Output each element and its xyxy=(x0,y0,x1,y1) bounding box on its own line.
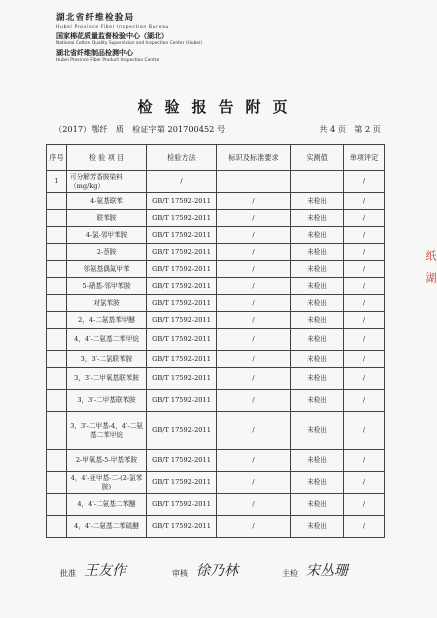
cell-no xyxy=(47,244,67,261)
cell-requirement: / xyxy=(217,412,291,450)
org-name-en: Hubei Province Fiber Inspection Bureau xyxy=(56,24,169,30)
cell-value: 未检出 xyxy=(291,227,344,244)
cell-requirement: / xyxy=(217,295,291,312)
signature-footer xyxy=(0,560,437,592)
cell-requirement: / xyxy=(217,351,291,368)
table-row xyxy=(47,193,385,210)
cell-method: GB/T 17592-2011 xyxy=(147,193,217,210)
cell-item: 2-萘胺 xyxy=(67,244,147,261)
cell-method: GB/T 17592-2011 xyxy=(147,295,217,312)
cell-value: 未检出 xyxy=(291,261,344,278)
cell-value: 未检出 xyxy=(291,295,344,312)
cell-value: 未检出 xyxy=(291,390,344,412)
cell-method: GB/T 17592-2011 xyxy=(147,351,217,368)
cell-item: 联苯胺 xyxy=(67,210,147,227)
cell-judgement: / xyxy=(344,516,385,538)
cell-no xyxy=(47,210,67,227)
cell-requirement: / xyxy=(217,472,291,494)
cell-judgement: / xyxy=(344,278,385,295)
cell-value: 未检出 xyxy=(291,193,344,210)
cell-judgement: / xyxy=(344,351,385,368)
certificate-number: （2017）鄂纤 质 检证字第 201700452 号 xyxy=(54,124,226,134)
cell-method: GB/T 17592-2011 xyxy=(147,412,217,450)
cell-judgement: / xyxy=(344,329,385,351)
approve-signature: 王友作 xyxy=(84,563,126,579)
cell-value xyxy=(291,171,344,193)
cell-judgement: / xyxy=(344,412,385,450)
group-row xyxy=(47,171,385,193)
cell-item: 4，4′-二氨基二苯甲烷 xyxy=(67,329,147,351)
table-row xyxy=(47,494,385,516)
cell-method: GB/T 17592-2011 xyxy=(147,390,217,412)
cell-method: GB/T 17592-2011 xyxy=(147,278,217,295)
cell-method: GB/T 17592-2011 xyxy=(147,210,217,227)
center-name-en: National Cotton Quality Supervision and Inspection Center (Hubei) xyxy=(56,41,203,47)
cell-judgement: / xyxy=(344,494,385,516)
cell-item: 4，4′-亚甲基-二-(2-氯苯胺) xyxy=(67,472,147,494)
cell-item: 3，3′-二甲基联苯胺 xyxy=(67,390,147,412)
cell-method: GB/T 17592-2011 xyxy=(147,329,217,351)
cell-judgement: / xyxy=(344,472,385,494)
cell-item: 2，4-二氨基苯甲醚 xyxy=(67,312,147,329)
stamp-fragment xyxy=(423,250,437,283)
table-row xyxy=(47,516,385,538)
cell-judgement: / xyxy=(344,450,385,472)
cell-value: 未检出 xyxy=(291,312,344,329)
cell-no xyxy=(47,278,67,295)
cell-no xyxy=(47,390,67,412)
main-signature: 宋丛珊 xyxy=(306,563,348,579)
cell-requirement: / xyxy=(217,210,291,227)
review-label: 审核 xyxy=(172,569,188,578)
table-row xyxy=(47,278,385,295)
cell-value: 未检出 xyxy=(291,329,344,351)
review-signature: 徐乃林 xyxy=(196,563,238,579)
cell-item: 4，4′-二氨基二苯硫醚 xyxy=(67,516,147,538)
cell-requirement: / xyxy=(217,368,291,390)
cell-requirement: / xyxy=(217,390,291,412)
cell-method: GB/T 17592-2011 xyxy=(147,472,217,494)
cell-value: 未检出 xyxy=(291,244,344,261)
cell-no xyxy=(47,312,67,329)
cell-judgement: / xyxy=(344,261,385,278)
cell-no xyxy=(47,295,67,312)
table-row xyxy=(47,390,385,412)
cell-requirement: / xyxy=(217,261,291,278)
cell-requirement: / xyxy=(217,278,291,295)
header-value: 实测值 xyxy=(291,145,344,171)
cell-no xyxy=(47,261,67,278)
table-row xyxy=(47,312,385,329)
table-row xyxy=(47,261,385,278)
cell-requirement: / xyxy=(217,227,291,244)
header-method: 检验方法 xyxy=(147,145,217,171)
table-row xyxy=(47,450,385,472)
cell-value: 未检出 xyxy=(291,210,344,227)
table-row xyxy=(47,472,385,494)
cell-no xyxy=(47,329,67,351)
cell-item: 可分解芳香胺染料（mg/kg） xyxy=(67,171,147,193)
cell-no xyxy=(47,193,67,210)
letterhead xyxy=(56,14,202,63)
cell-no xyxy=(47,227,67,244)
cell-item: 4-氨基联苯 xyxy=(67,193,147,210)
cell-judgement: / xyxy=(344,368,385,390)
table-row xyxy=(47,412,385,450)
cell-item: 3，3′-二甲基-4，4′-二氨基二苯甲烷 xyxy=(67,412,147,450)
org-name-cn: 湖北省纤维检验局 xyxy=(56,13,135,23)
cell-method: GB/T 17592-2011 xyxy=(147,516,217,538)
cell-requirement: / xyxy=(217,329,291,351)
cell-item: 4，4′-二氨基二苯醚 xyxy=(67,494,147,516)
table-row xyxy=(47,244,385,261)
cell-method: / xyxy=(147,171,217,193)
approve-label: 批准 xyxy=(60,569,76,578)
cell-value: 未检出 xyxy=(291,278,344,295)
table-row xyxy=(47,368,385,390)
cell-method: GB/T 17592-2011 xyxy=(147,368,217,390)
cell-judgement: / xyxy=(344,227,385,244)
table-row xyxy=(47,351,385,368)
cell-judgement: / xyxy=(344,390,385,412)
cell-judgement: / xyxy=(344,171,385,193)
page-count: 共 4 页 第 2 页 xyxy=(319,124,381,134)
cell-judgement: / xyxy=(344,193,385,210)
header-judgement: 单项评定 xyxy=(344,145,385,171)
cell-value: 未检出 xyxy=(291,472,344,494)
table-row xyxy=(47,329,385,351)
header-requirement: 标识及标准要求 xyxy=(217,145,291,171)
main-label: 主检 xyxy=(282,569,298,578)
stamp-text: 纸 湖 xyxy=(424,250,437,283)
table-header-row xyxy=(47,145,385,171)
cell-judgement: / xyxy=(344,295,385,312)
cell-no xyxy=(47,368,67,390)
cell-judgement: / xyxy=(344,210,385,227)
cell-item: 2-甲氧基-5-甲基苯胺 xyxy=(67,450,147,472)
cell-value: 未检出 xyxy=(291,351,344,368)
cell-requirement: / xyxy=(217,450,291,472)
table-row xyxy=(47,227,385,244)
header-no: 序号 xyxy=(47,145,67,171)
cell-no xyxy=(47,351,67,368)
cell-requirement xyxy=(217,171,291,193)
cell-no: 1 xyxy=(47,171,67,193)
cell-method: GB/T 17592-2011 xyxy=(147,261,217,278)
cell-requirement: / xyxy=(217,193,291,210)
cell-value: 未检出 xyxy=(291,494,344,516)
table-row xyxy=(47,295,385,312)
inst-name-cn: 湖北省纤维制品检测中心 xyxy=(56,48,133,57)
cell-judgement: / xyxy=(344,312,385,329)
cell-value: 未检出 xyxy=(291,516,344,538)
cell-item: 对氯苯胺 xyxy=(67,295,147,312)
cell-no xyxy=(47,450,67,472)
inst-name-en: Hubei Province Fiber Product Inspection Centre xyxy=(56,57,160,63)
cell-requirement: / xyxy=(217,312,291,329)
cell-method: GB/T 17592-2011 xyxy=(147,244,217,261)
page-title: 检验报告附页 xyxy=(137,98,300,116)
cell-requirement: / xyxy=(217,516,291,538)
cell-no xyxy=(47,516,67,538)
cell-requirement: / xyxy=(217,244,291,261)
cell-item: 4-氯-邻甲苯胺 xyxy=(67,227,147,244)
cell-value: 未检出 xyxy=(291,450,344,472)
cell-judgement: / xyxy=(344,244,385,261)
cell-value: 未检出 xyxy=(291,412,344,450)
cell-method: GB/T 17592-2011 xyxy=(147,312,217,329)
table-row xyxy=(47,210,385,227)
center-name-cn: 国家棉花质量监督检验中心（湖北） xyxy=(56,32,168,41)
cell-requirement: / xyxy=(217,494,291,516)
header-item: 检 验 项 目 xyxy=(67,145,147,171)
cell-method: GB/T 17592-2011 xyxy=(147,494,217,516)
certificate-line xyxy=(54,124,381,136)
results-table xyxy=(46,144,385,538)
cell-item: 5-硝基-邻甲苯胺 xyxy=(67,278,147,295)
cell-no xyxy=(47,494,67,516)
cell-method: GB/T 17592-2011 xyxy=(147,450,217,472)
cell-item: 邻氨基偶氮甲苯 xyxy=(67,261,147,278)
cell-value: 未检出 xyxy=(291,368,344,390)
cell-no xyxy=(47,412,67,450)
cell-method: GB/T 17592-2011 xyxy=(147,227,217,244)
cell-item: 3，3′-二氯联苯胺 xyxy=(67,351,147,368)
cell-item: 3，3′-二甲氧基联苯胺 xyxy=(67,368,147,390)
cell-no xyxy=(47,472,67,494)
